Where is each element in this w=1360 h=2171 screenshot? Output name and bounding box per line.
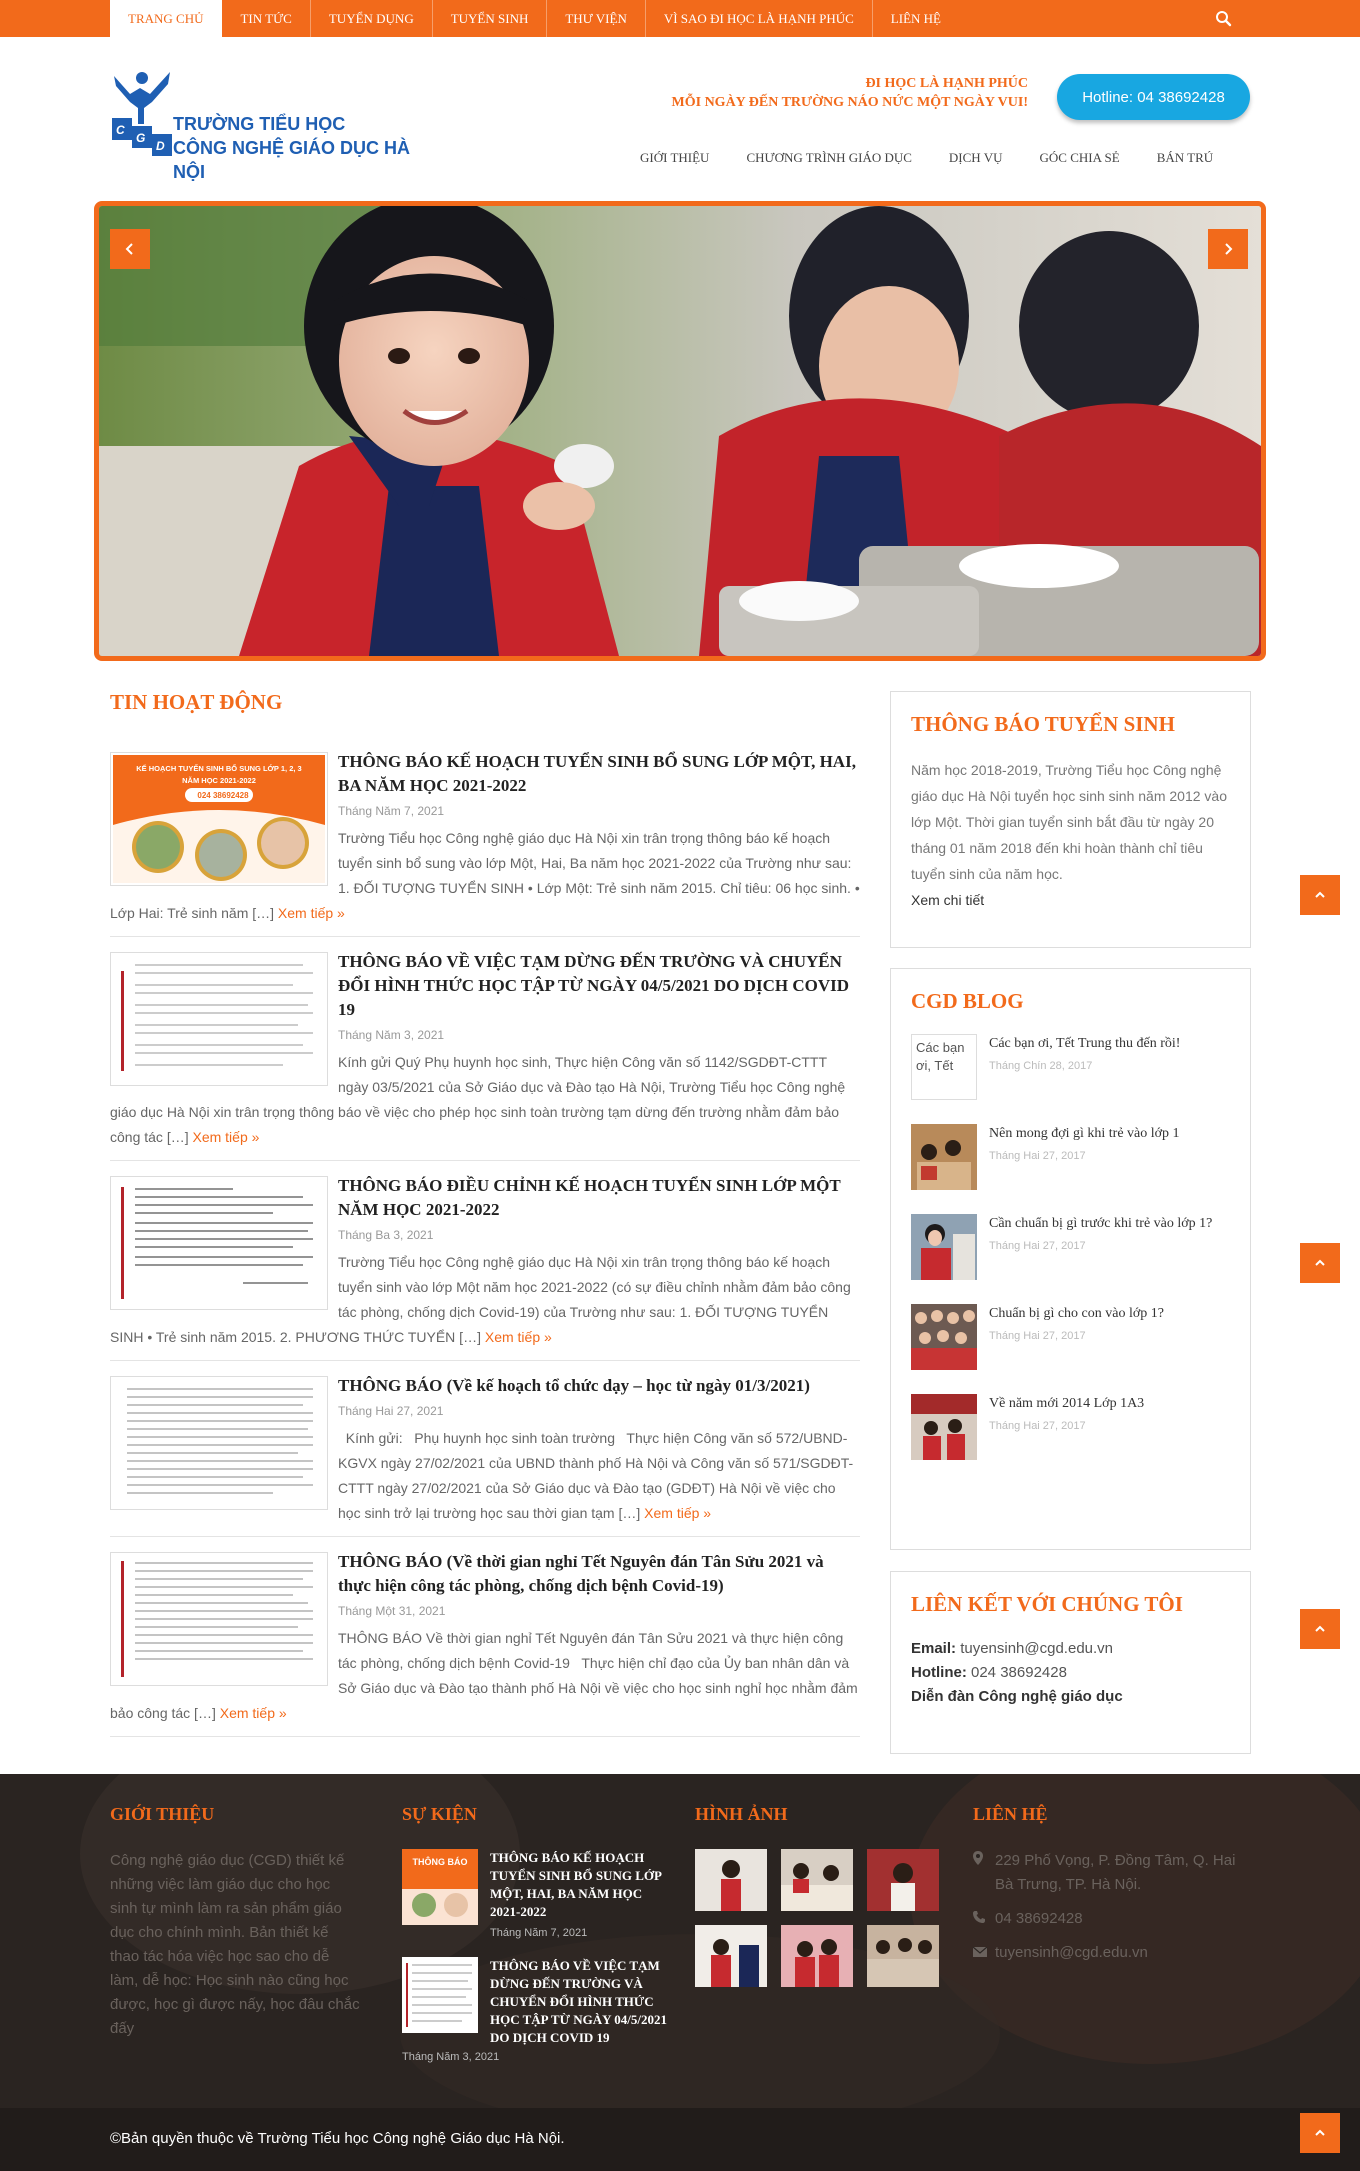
blog-thumbnail [911, 1124, 977, 1190]
news-section-title: TIN HOẠT ĐỘNG [110, 690, 283, 714]
topnav-item-home[interactable]: TRANG CHỦ [110, 0, 222, 37]
read-more-link[interactable]: Xem tiếp » [219, 1705, 287, 1721]
footer-email [973, 1941, 1253, 1965]
back-to-top-button[interactable] [1300, 2113, 1340, 2153]
chevron-up-icon [1313, 1622, 1327, 1636]
document-image [113, 1179, 325, 1307]
footer-event-title[interactable]: THÔNG BÁO VỀ VIỆC TẠM DỪNG ĐẾN TRƯỜNG VÀ CHUYỂN ĐỔI HÌNH THỨC HỌC TẬP TỪ NGÀY 04/5/2021 DO DỊCH COVID 19 [490, 1958, 667, 2045]
document-image [113, 1379, 325, 1507]
news-post [110, 1550, 860, 1737]
blog-item-date: Tháng Hai 27, 2017 [989, 1420, 1086, 1432]
footer-gallery [695, 1804, 945, 1987]
document-image [113, 1555, 325, 1683]
forum-link[interactable]: Diễn đàn Công nghệ giáo dục [911, 1688, 1123, 1705]
poster-phone: 024 38692428 [197, 791, 249, 800]
search-icon[interactable] [1214, 9, 1234, 29]
footer-email-text[interactable]: tuyensinh@cgd.edu.vn [995, 1944, 1148, 1961]
blog-thumbnail [911, 1394, 977, 1460]
svg-text:D: D [156, 139, 165, 153]
connect-box [890, 1571, 1251, 1754]
poster-year: NĂM HỌC 2021-2022 [182, 776, 256, 785]
connect-forum [911, 1685, 1230, 1709]
chevron-up-icon [1313, 1256, 1327, 1270]
footer-phone-text[interactable]: 04 38692428 [995, 1910, 1083, 1927]
post-excerpt-text: Kính gửi: Phụ huynh học sinh toàn trường Thực hiện Công văn số 572/UBND-KGVX ngày 27/02/2021 của UBND thành phố Hà Nội và Công văn số 571/SGDĐT-CTTT ngày 27/02/2021 của Sở Giáo dục và Đào tạo (GDĐT) Hà Nội về việc cho học sinh trở lại trường học sau thời gian tạm […] [338, 1430, 854, 1521]
post-date: Tháng Năm 3, 2021 [338, 1028, 445, 1042]
map-marker-icon [973, 1849, 995, 1897]
poster-heading: KẾ HOẠCH TUYỂN SINH BỔ SUNG LỚP 1, 2, 3 [136, 764, 302, 773]
blog-item-date: Tháng Hai 27, 2017 [989, 1150, 1086, 1162]
admission-notice-text: Năm học 2018-2019, Trường Tiểu học Công nghệ giáo dục Hà Nội tuyển học sinh sinh năm 2012 vào lớp Một. Thời gian tuyển sinh bắt đầu từ ngày 20 tháng 01 năm 2018 đến khi hoàn thành chỉ tiêu tuyển sinh của năm học. [911, 762, 1227, 882]
phone-icon [973, 1907, 995, 1931]
chevron-left-icon [123, 242, 137, 256]
event-thumbnail [402, 1849, 478, 1925]
admission-notice-box [890, 691, 1251, 948]
copyright-text: ©Bản quyền thuộc về Trường Tiểu học Công nghệ Giáo dục Hà Nội. [110, 2130, 565, 2147]
connect-hotline-label: Hotline: [911, 1664, 967, 1681]
svg-text:C: C [116, 123, 125, 137]
top-navigation-bar [0, 0, 1360, 37]
blog-item[interactable] [911, 1394, 1230, 1460]
news-section-header [110, 690, 282, 715]
connect-email [911, 1637, 1230, 1661]
cgd-blog-title: CGD BLOG [911, 989, 1024, 1013]
post-date: Tháng Ba 3, 2021 [338, 1228, 434, 1242]
envelope-icon [973, 1941, 995, 1965]
logo-line-2: CÔNG NGHỆ GIÁO DỤC HÀ NỘI [173, 138, 411, 182]
mainnav-item-sharing[interactable]: GÓC CHIA SẺ [1039, 150, 1120, 165]
post-excerpt-text: Kính gửi Quý Phụ huynh học sinh, Thực hiện Công văn số 1142/SGDĐT-CTTT ngày 03/5/2021 của Sở Giáo dục và Đào tạo Hà Nội, Trường Tiểu học Công nghệ giáo dục Hà Nội xin trân trọng thông báo về việc cho phép học sinh toàn trường tạm dừng đến trường nhằm đảm bảo công tác […] [110, 1054, 846, 1145]
connect-hotline-value: 024 38692428 [971, 1664, 1067, 1681]
slogan-line-2: MỖI NGÀY ĐẾN TRƯỜNG NÁO NỨC MỘT NGÀY VUI! [671, 95, 1028, 110]
admission-details-link[interactable]: Xem chi tiết [911, 892, 985, 908]
admission-poster-image [113, 755, 325, 883]
slogan [672, 74, 1028, 112]
read-more-link[interactable]: Xem tiếp » [484, 1329, 552, 1345]
event-thumb-label: THÔNG BÁO [412, 1857, 468, 1867]
post-thumbnail[interactable] [110, 1176, 328, 1310]
school-logo[interactable] [110, 68, 440, 182]
footer-events [402, 1804, 672, 2063]
mainnav-item-services[interactable]: DỊCH VỤ [948, 150, 1003, 165]
footer-about [110, 1804, 360, 2041]
connect-title: LIÊN KẾT VỚI CHÚNG TÔI [911, 1592, 1183, 1616]
mainnav-item-boarding[interactable]: BÁN TRÚ [1156, 150, 1214, 165]
post-title[interactable]: THÔNG BÁO VỀ VIỆC TẠM DỪNG ĐẾN TRƯỜNG VÀ CHUYỂN ĐỔI HÌNH THỨC HỌC TẬP TỪ NGÀY 04/5/2021 DO DỊCH COVID 19 [338, 952, 849, 1019]
copyright-bar [0, 2108, 1360, 2171]
footer-about-title: GIỚI THIỆU [110, 1804, 215, 1824]
post-thumbnail[interactable] [110, 1376, 328, 1510]
blog-item[interactable] [911, 1214, 1230, 1280]
blog-item-date: Tháng Hai 27, 2017 [989, 1330, 1086, 1342]
blog-item-title[interactable]: Chuẩn bị gì cho con vào lớp 1? [989, 1306, 1164, 1321]
footer-event-item[interactable] [402, 1957, 672, 2047]
gallery-photo[interactable] [695, 1849, 767, 1911]
photo-gallery [695, 1849, 945, 1987]
blog-item-date: Tháng Chín 28, 2017 [989, 1060, 1093, 1072]
logo-emblem-icon [110, 68, 174, 160]
post-excerpt-text: Trường Tiểu học Công nghệ giáo dục Hà Nội xin trân trọng thông báo kế hoạch tuyển sinh bổ sung vào lớp Một, Hai, Ba năm học 2021-2022 của Trường như sau: 1. ĐỐI TƯỢNG TUYỂN SINH • Lớp Một: Trẻ sinh năm 2015. Chỉ tiêu: 06 học sinh. • Lớp Hai: Trẻ sinh năm […] [110, 830, 860, 921]
blog-thumbnail-broken: Các bạn ơi, Tết [911, 1034, 977, 1100]
slogan-line-1: ĐI HỌC LÀ HẠNH PHÚC [865, 76, 1028, 91]
topnav-item-admission[interactable]: TUYỂN SINH [433, 0, 548, 37]
topnav-item-contact[interactable]: LIÊN HỆ [890, 10, 941, 26]
footer-address [973, 1849, 1253, 1897]
footer-contact-title: LIÊN HỆ [973, 1804, 1048, 1824]
news-post [110, 1174, 860, 1361]
blog-item[interactable] [911, 1304, 1230, 1370]
footer-event-item[interactable] [402, 1849, 672, 1939]
footer-address-text: 229 Phố Vọng, P. Đồng Tâm, Q. Hai Bà Trưng, TP. Hà Nội. [995, 1852, 1236, 1893]
post-excerpt-text: Trường Tiểu học Công nghệ giáo dục Hà Nội xin trân trọng thông báo kế hoạch tuyển sinh vào lớp Một năm học 2021-2022 (có sự điều chỉnh nhằm đảm bảo công tác phòng, chống dịch Covid-19) của Trường như sau: 1. ĐỐI TƯỢNG TUYỂN SINH • Trẻ sinh năm 2015. 2. PHƯƠNG THỨC TUYỂN […] [110, 1254, 851, 1345]
read-more-link[interactable]: Xem tiếp » [192, 1129, 260, 1145]
main-navigation [640, 150, 1250, 166]
back-to-top-button[interactable] [1300, 1243, 1340, 1283]
news-post [110, 1374, 860, 1537]
gallery-photo[interactable] [867, 1849, 939, 1911]
post-title[interactable]: THÔNG BÁO (Về kế hoạch tổ chức dạy – học từ ngày 01/3/2021) [338, 1376, 810, 1395]
gallery-photo[interactable] [867, 1925, 939, 1987]
footer-phone [973, 1907, 1253, 1931]
hero-slider[interactable] [94, 201, 1266, 661]
footer-gallery-title: HÌNH ẢNH [695, 1804, 788, 1824]
topnav-item-news[interactable]: TIN TỨC [222, 0, 310, 37]
footer-event-date: Tháng Năm 7, 2021 [490, 1927, 588, 1939]
blog-item[interactable] [911, 1034, 1230, 1100]
logo-line-1: TRƯỜNG TIỂU HỌC [173, 114, 346, 134]
hero-slide-image [99, 206, 1261, 656]
footer-event-title[interactable]: THÔNG BÁO KẾ HOẠCH TUYỂN SINH BỔ SUNG LỚP MỘT, HAI, BA NĂM HỌC 2021-2022 [490, 1850, 662, 1919]
blog-item[interactable] [911, 1124, 1230, 1190]
post-thumbnail[interactable] [110, 1552, 328, 1686]
footer-contact [973, 1804, 1253, 1975]
gallery-photo[interactable] [781, 1849, 853, 1911]
back-to-top-button[interactable] [1300, 1609, 1340, 1649]
connect-email-link[interactable]: tuyensinh@cgd.edu.vn [960, 1640, 1114, 1657]
gallery-photo[interactable] [781, 1925, 853, 1987]
topnav-item-why-happy[interactable]: VÌ SAO ĐI HỌC LÀ HẠNH PHÚC [646, 0, 873, 37]
footer-event-date: Tháng Năm 3, 2021 [402, 2051, 500, 2063]
mainnav-item-curriculum[interactable]: CHƯƠNG TRÌNH GIÁO DỤC [746, 150, 912, 165]
news-post [110, 750, 860, 937]
footer [0, 1774, 1360, 2108]
logo-text [173, 112, 440, 184]
chevron-up-icon [1313, 888, 1327, 902]
read-more-link[interactable]: Xem tiếp » [277, 905, 345, 921]
blog-thumbnail [911, 1214, 977, 1280]
chevron-right-icon [1221, 242, 1235, 256]
post-date: Tháng Hai 27, 2021 [338, 1404, 444, 1418]
top-menu [110, 0, 959, 37]
blog-thumbnail [911, 1304, 977, 1370]
blog-item-title[interactable]: Về năm mới 2014 Lớp 1A3 [989, 1396, 1145, 1411]
svg-text:G: G [136, 131, 146, 145]
back-to-top-button[interactable] [1300, 875, 1340, 915]
slider-prev-button[interactable] [110, 229, 150, 269]
post-thumbnail[interactable] [110, 952, 328, 1086]
topnav-item-recruitment[interactable]: TUYỂN DỤNG [311, 0, 433, 37]
hotline-button[interactable]: Hotline: 04 38692428 [1057, 74, 1250, 120]
footer-about-text: Công nghệ giáo dục (CGD) thiết kế những việc làm giáo dục cho học sinh tự mình làm ra sản phẩm giáo dục cho chính mình. Bản thiết kế thao tác hóa việc học sao cho dễ làm, dễ học: Học sinh nào cũng học được, học gì được nấy, học đâu chắc đấy [110, 1852, 360, 2037]
post-title[interactable]: THÔNG BÁO (Về thời gian nghỉ Tết Nguyên đán Tân Sửu 2021 và thực hiện công tác phòng, chống dịch bệnh Covid-19) [338, 1552, 824, 1595]
post-date: Tháng Năm 7, 2021 [338, 804, 445, 818]
blog-item-title[interactable]: Cần chuẩn bị gì trước khi trẻ vào lớp 1? [989, 1216, 1213, 1231]
connect-email-label: Email: [911, 1640, 957, 1657]
blog-item-title[interactable]: Nên mong đợi gì khi trẻ vào lớp 1 [989, 1126, 1180, 1141]
document-image [113, 955, 325, 1083]
post-title[interactable]: THÔNG BÁO KẾ HOẠCH TUYỂN SINH BỔ SUNG LỚP MỘT, HAI, BA NĂM HỌC 2021-2022 [338, 752, 856, 795]
blog-item-date: Tháng Hai 27, 2017 [989, 1240, 1086, 1252]
post-excerpt-text: THÔNG BÁO Về thời gian nghỉ Tết Nguyên đán Tân Sửu 2021 và thực hiện công tác phòng, chống dịch bệnh Covid-19 Thực hiện chỉ đạo của Ủy ban nhân dân và Sở Giáo dục và Đào tạo thành phố Hà Nội về việc cho học sinh nghỉ học nhằm đảm bảo công tác […] [110, 1630, 862, 1721]
connect-hotline [911, 1661, 1230, 1685]
news-list [110, 750, 860, 1750]
slider-next-button[interactable] [1208, 229, 1248, 269]
post-title[interactable]: THÔNG BÁO ĐIỀU CHỈNH KẾ HOẠCH TUYỂN SINH LỚP MỘT NĂM HỌC 2021-2022 [338, 1176, 841, 1219]
mainnav-item-about[interactable]: GIỚI THIỆU [640, 150, 710, 165]
gallery-photo[interactable] [695, 1925, 767, 1987]
topnav-item-library[interactable]: THƯ VIỆN [547, 0, 645, 37]
news-post [110, 950, 860, 1161]
chevron-up-icon [1313, 2126, 1327, 2140]
post-date: Tháng Một 31, 2021 [338, 1604, 446, 1618]
post-thumbnail[interactable] [110, 752, 328, 886]
read-more-link[interactable]: Xem tiếp » [644, 1505, 712, 1521]
blog-item-title[interactable]: Các bạn ơi, Tết Trung thu đến rồi! [989, 1036, 1181, 1051]
event-thumbnail [402, 1957, 478, 2033]
cgd-blog-box [890, 968, 1251, 1550]
admission-notice-title: THÔNG BÁO TUYỂN SINH [911, 712, 1175, 736]
footer-events-title: SỰ KIỆN [402, 1804, 477, 1824]
